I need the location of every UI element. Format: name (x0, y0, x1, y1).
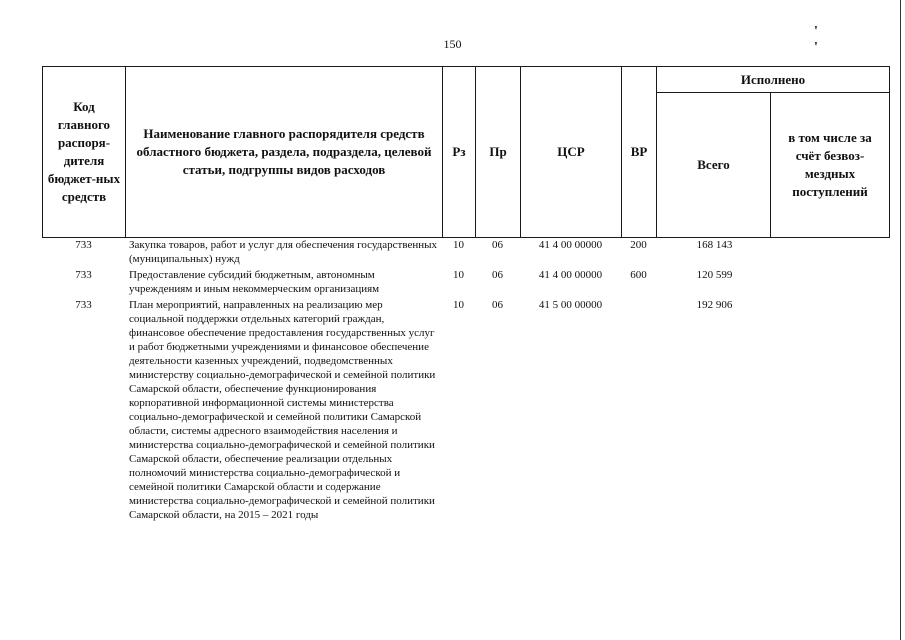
header-incl: в том числе за счёт безвоз-мездных поступлений (771, 93, 890, 238)
header-code: Код главного распоря-дителя бюджет-ных средств (43, 67, 126, 238)
header-name: Наименование главного распорядителя средств областного бюджета, раздела, подраздела, целевой статьи, подгруппы видов расходов (126, 67, 443, 238)
table-row (42, 237, 773, 266)
header-vsego: Всего (657, 93, 771, 238)
cell-vsego: 120 599 (696, 269, 733, 281)
cell-rz: 10 (453, 269, 464, 281)
table-header (42, 66, 890, 238)
header-rz: Рз (443, 67, 476, 238)
page-number: 150 (443, 37, 462, 51)
table-row (42, 266, 773, 296)
header-ispolneno: Исполнено (657, 67, 890, 93)
page-edge-rule (900, 0, 901, 640)
corner-marks: ' ' (814, 24, 846, 55)
cell-vr: 200 (630, 239, 647, 251)
cell-code: 733 (75, 239, 92, 251)
cell-code: 733 (75, 269, 92, 281)
cell-name: План мероприятий, направленных на реализацию мер социальной поддержки отдельных категорий граждан, финансовое обеспечение предоставления государственных услуг и работ бюджетными учреждениями и финансовое обеспечение деятельности казенных учреждений, подведомственных министерству социально-демографической и семейной политики Самарской области, обеспечение функционирования корпоративной информационной системы министерства социально-демографической и семейной политики Самарской области, системы адресного взаимодействия населения и министерства социально-демографической и семейной политики Самарской области, обеспечение реализации отдельных полномочий министерства социально-демографической и семейной политики Самарской области и содержание министерства социально-демографической и семейной политики Самарской области, на 2015 – 2021 годы (129, 299, 436, 521)
cell-csr: 41 5 00 00000 (538, 299, 603, 311)
header-vr: ВР (622, 67, 657, 238)
cell-rz: 10 (453, 239, 464, 251)
cell-pr: 06 (492, 269, 503, 281)
cell-code: 733 (75, 299, 92, 311)
cell-csr: 41 4 00 00000 (538, 239, 603, 251)
cell-vsego: 192 906 (696, 299, 733, 311)
cell-vr (621, 296, 656, 522)
cell-name: Предоставление субсидий бюджетным, автономным учреждениям и иным некоммерческим организациям (129, 269, 380, 295)
cell-vsego: 168 143 (696, 239, 733, 251)
cell-pr: 06 (492, 299, 503, 311)
cell-rz: 10 (453, 299, 464, 311)
table-row (42, 296, 773, 522)
table-body (42, 237, 773, 522)
header-pr: Пр (476, 67, 521, 238)
cell-vr: 600 (630, 269, 647, 281)
cell-name: Закупка товаров, работ и услуг для обеспечения государственных (муниципальных) нужд (129, 239, 438, 265)
cell-csr: 41 4 00 00000 (538, 269, 603, 281)
header-csr: ЦСР (521, 67, 622, 238)
cell-pr: 06 (492, 239, 503, 251)
